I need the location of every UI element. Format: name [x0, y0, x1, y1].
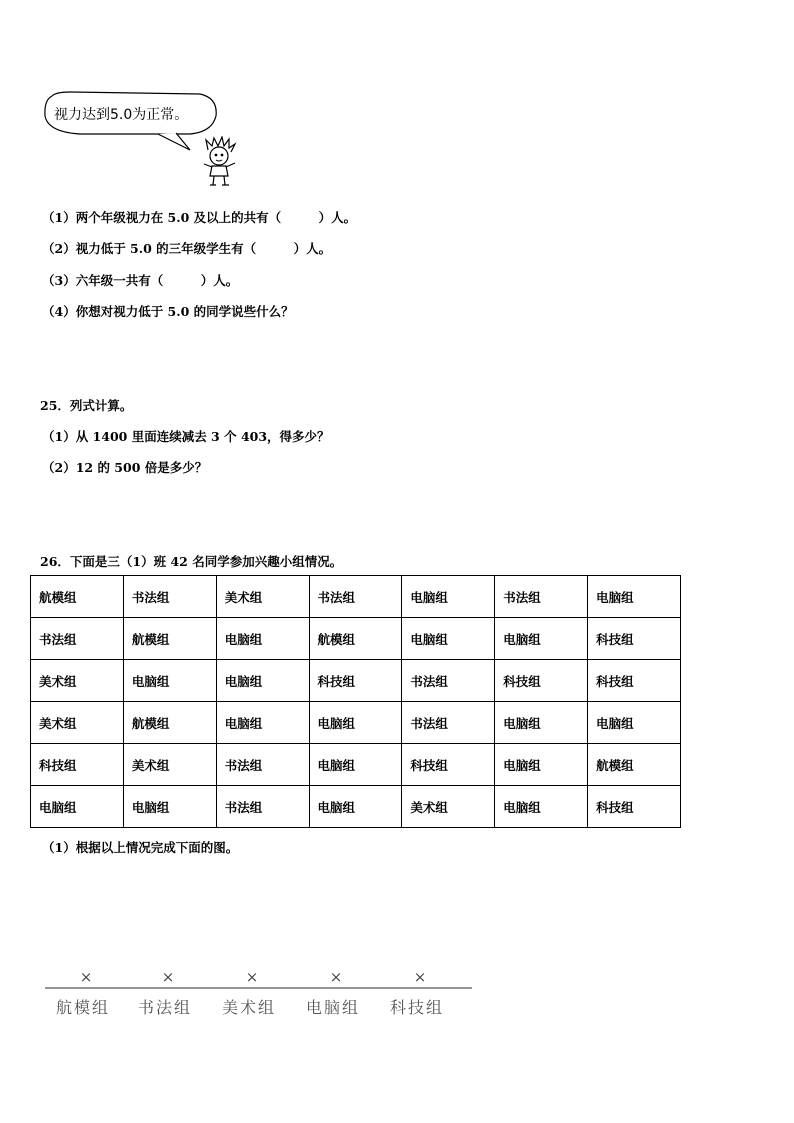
axis-label: 航模组: [56, 998, 111, 1017]
axis-marker: ×: [245, 968, 259, 986]
table-cell: 书法组: [495, 576, 588, 618]
table-cell: 电脑组: [402, 576, 495, 618]
axis-marker: ×: [329, 968, 343, 986]
q24-item-1: （1）两个年级视力在 5.0 及以上的共有（ ）人。: [42, 210, 357, 225]
table-cell: 电脑组: [495, 618, 588, 660]
table-cell: 电脑组: [216, 702, 309, 744]
q24-item-4: （4）你想对视力低于 5.0 的同学说些什么？: [42, 304, 294, 319]
table-cell: 航模组: [309, 618, 402, 660]
table-cell: 书法组: [31, 618, 124, 660]
axis-marker: ×: [161, 968, 175, 986]
table-cell: 电脑组: [123, 786, 216, 828]
table-cell: 电脑组: [588, 702, 681, 744]
q25-item-1: （1）从 1400 里面连续减去 3 个 403，得多少？: [42, 429, 330, 444]
q26-title: 26．下面是三（1）班 42 名同学参加兴趣小组情况。: [40, 554, 343, 569]
table-cell: 航模组: [588, 744, 681, 786]
table-cell: 电脑组: [495, 744, 588, 786]
table-cell: 美术组: [216, 576, 309, 618]
axis-label: 电脑组: [306, 998, 361, 1017]
pictograph-axis: [40, 966, 480, 996]
table-cell: 电脑组: [402, 618, 495, 660]
table-cell: 美术组: [402, 786, 495, 828]
q24-item-3: （3）六年级一共有（ ）人。: [42, 273, 239, 288]
bubble-text: 视力达到5.0为正常。: [54, 107, 189, 123]
table-cell: 书法组: [402, 702, 495, 744]
axis-label: 科技组: [390, 998, 445, 1017]
table-row: [31, 660, 681, 702]
table-cell: 美术组: [31, 660, 124, 702]
table-cell: 美术组: [123, 744, 216, 786]
table-cell: 电脑组: [123, 660, 216, 702]
table-row: [31, 744, 681, 786]
q26-sub1: （1）根据以上情况完成下面的图。: [42, 840, 239, 855]
table-cell: 电脑组: [495, 702, 588, 744]
table-cell: 电脑组: [588, 576, 681, 618]
table-cell: 电脑组: [31, 786, 124, 828]
interest-group-table: [30, 575, 681, 828]
table-row: [31, 576, 681, 618]
table-cell: 科技组: [588, 660, 681, 702]
table-cell: 电脑组: [309, 786, 402, 828]
table-cell: 科技组: [495, 660, 588, 702]
q24-item-2: （2）视力低于 5.0 的三年级学生有（ ）人。: [42, 241, 332, 256]
q25-item-2: （2）12 的 500 倍是多少？: [42, 460, 208, 475]
table-cell: 电脑组: [216, 618, 309, 660]
table-row: [31, 786, 681, 828]
axis-label: 美术组: [222, 998, 277, 1017]
axis-marker: ×: [413, 968, 427, 986]
table-cell: 科技组: [588, 618, 681, 660]
mascot-illustration: [198, 136, 242, 188]
table-row: [31, 618, 681, 660]
table-cell: 航模组: [123, 618, 216, 660]
axis-label: 书法组: [138, 998, 193, 1017]
table-cell: 航模组: [123, 702, 216, 744]
table-cell: 电脑组: [495, 786, 588, 828]
table-cell: 电脑组: [216, 660, 309, 702]
table-cell: 电脑组: [309, 702, 402, 744]
table-cell: 美术组: [31, 702, 124, 744]
table-cell: 科技组: [588, 786, 681, 828]
table-cell: 书法组: [216, 786, 309, 828]
axis-marker: ×: [79, 968, 93, 986]
table-cell: 书法组: [402, 660, 495, 702]
table-cell: 书法组: [309, 576, 402, 618]
table-cell: 科技组: [402, 744, 495, 786]
table-cell: 书法组: [123, 576, 216, 618]
table-cell: 书法组: [216, 744, 309, 786]
q25-title: 25．列式计算。: [40, 398, 133, 413]
table-row: [31, 702, 681, 744]
table-cell: 电脑组: [309, 744, 402, 786]
table-cell: 科技组: [309, 660, 402, 702]
table-cell: 航模组: [31, 576, 124, 618]
table-cell: 科技组: [31, 744, 124, 786]
